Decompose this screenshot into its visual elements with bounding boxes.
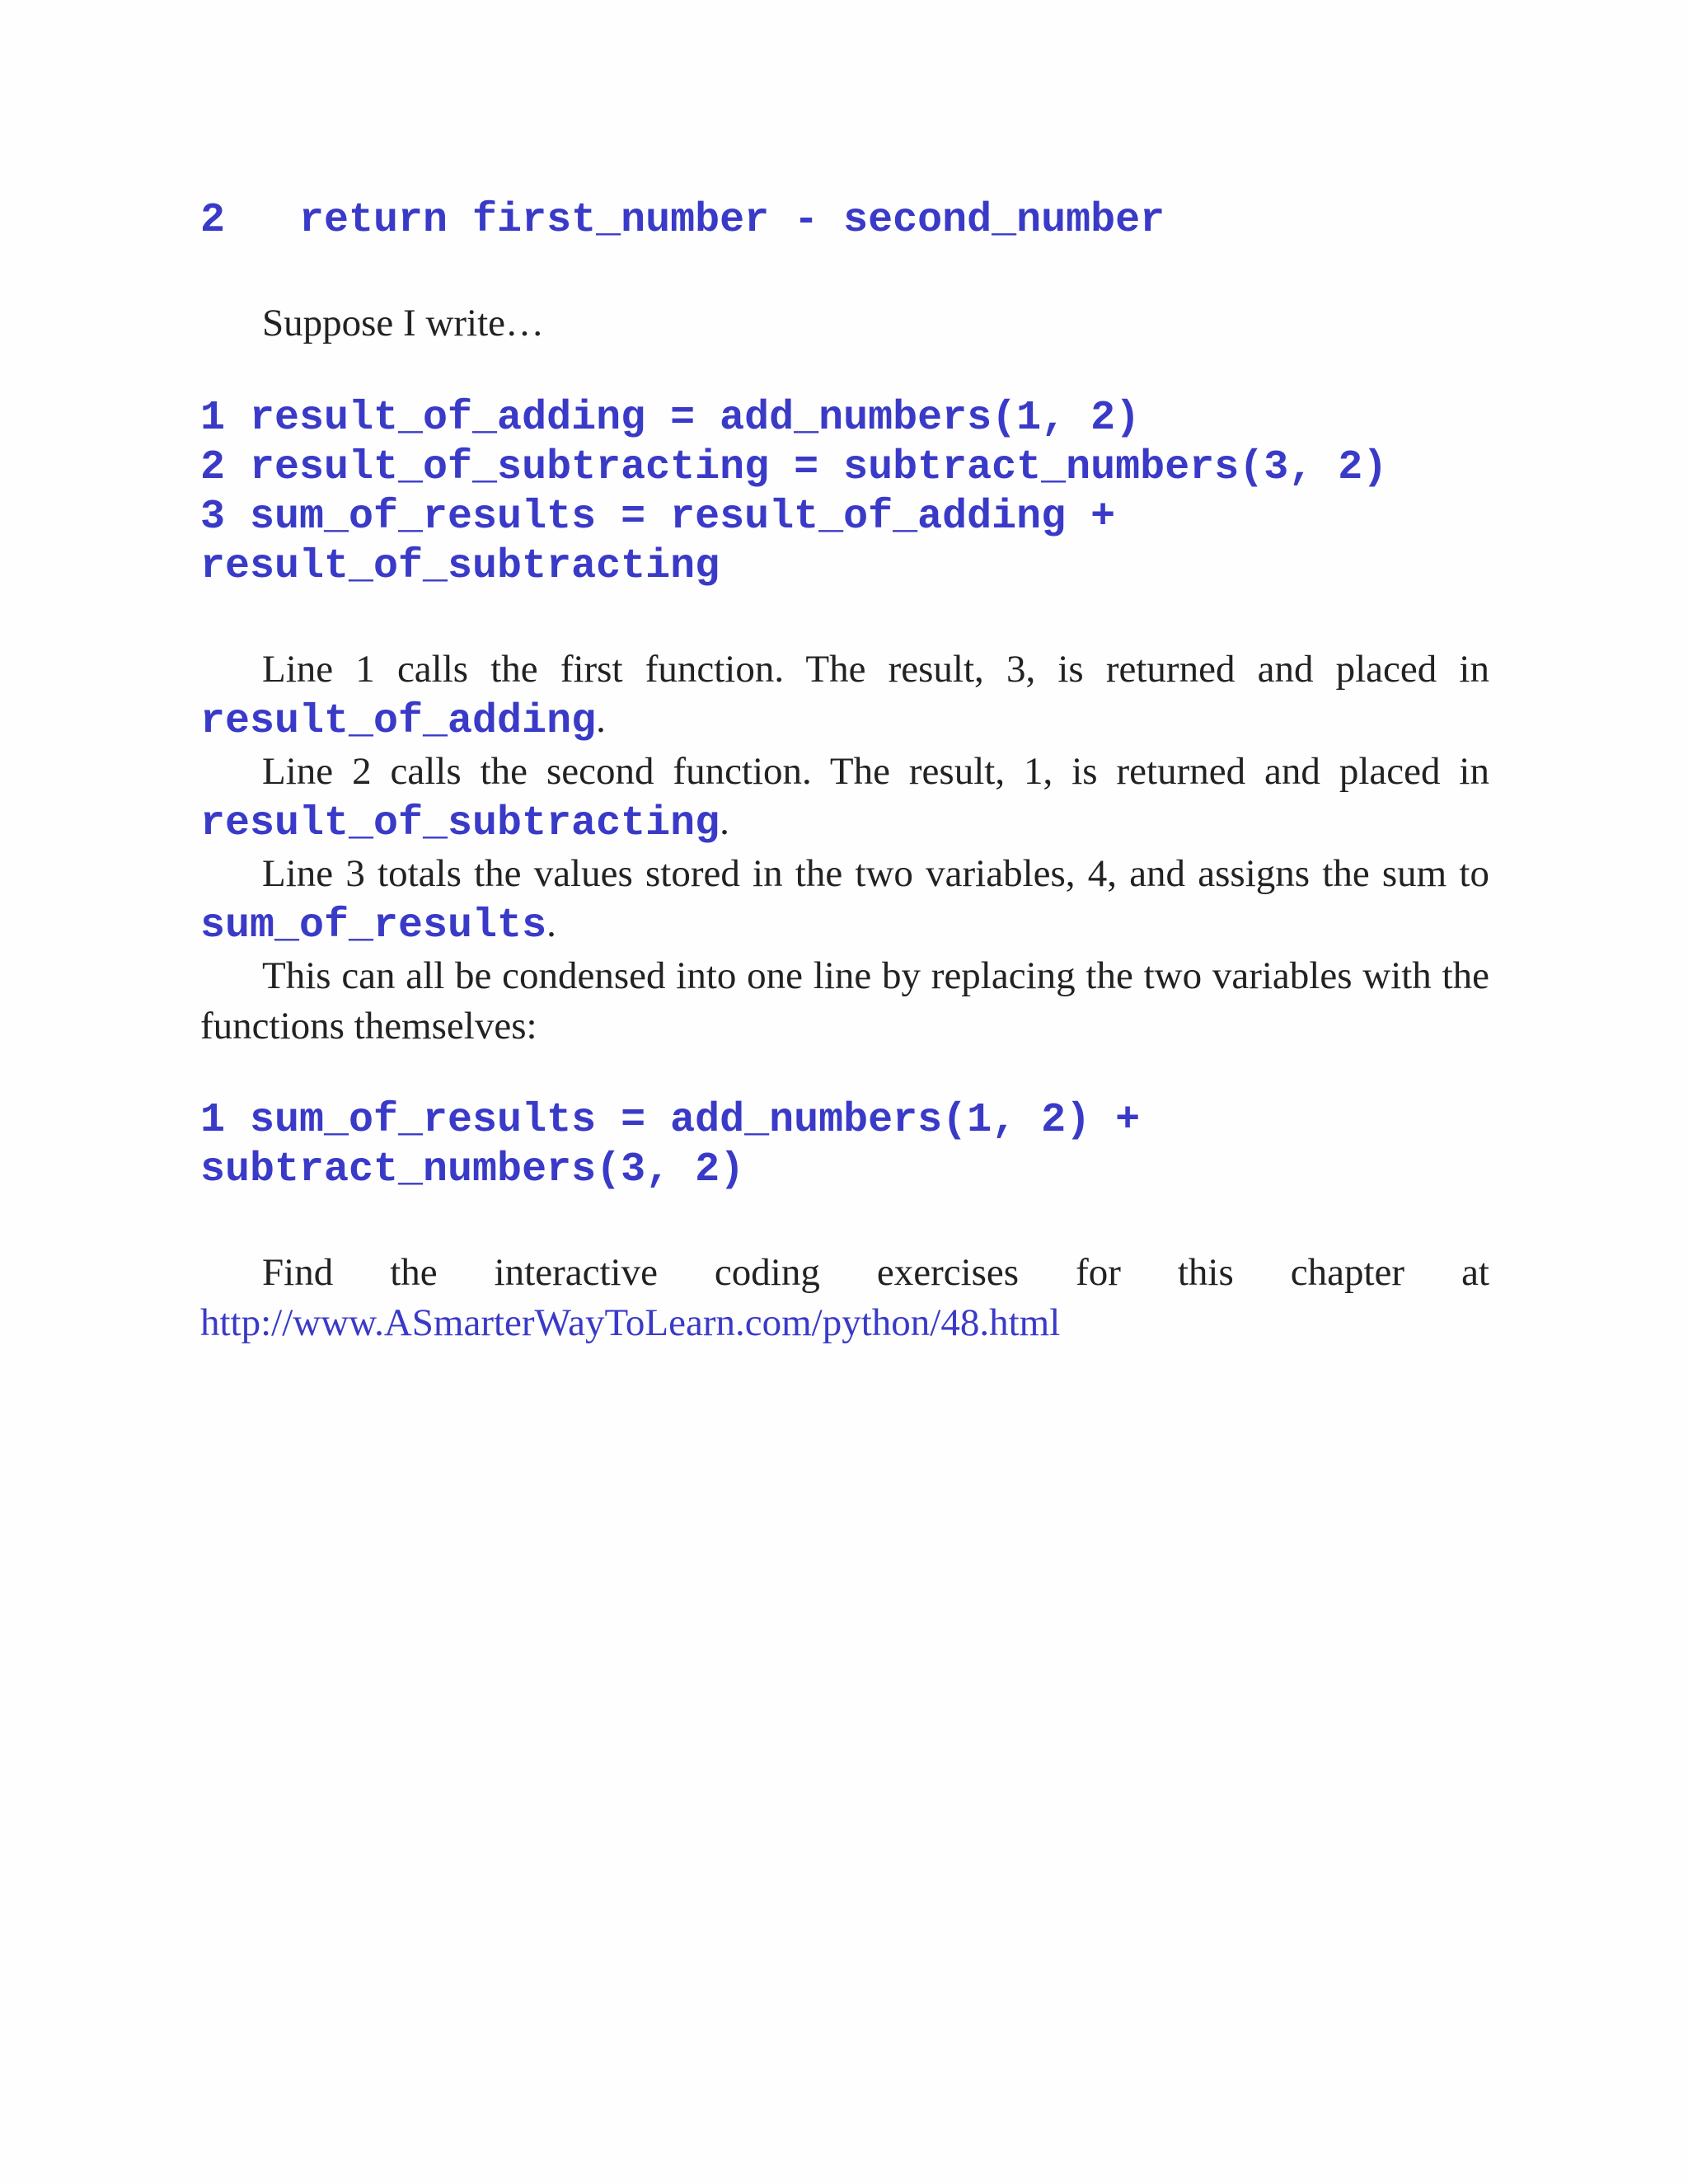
punctuation: . [596,698,606,741]
footer-link-line [200,1298,1489,1348]
inline-code: sum_of_results [200,902,547,949]
code-block-top [200,196,1165,246]
inline-code: result_of_adding [200,698,597,745]
paragraph-text: Line 1 calls the first function. The result, 3, is returned and placed in [262,648,1489,691]
explanation-paragraph-2 [200,747,1489,849]
paragraph-text: Line 2 calls the second function. The result, 1, is returned and placed in [262,750,1489,793]
exercises-link[interactable]: http://www.ASmarterWayToLearn.com/python/48.html [200,1301,1061,1344]
explanation-paragraph-4: This can all be condensed into one line by replacing the two variables with the functions themselves: [200,954,1489,1047]
code-line: 3 sum_of_results = result_of_adding + [200,494,1116,541]
paragraph-text: Line 3 totals the values stored in the two variables, 4, and assigns the sum to [262,852,1489,895]
code-line: subtract_numbers(3, 2) [200,1146,745,1193]
punctuation: . [720,800,729,843]
code-block-1 [200,394,1387,592]
code-line: 2 return first_number - second_number [200,197,1165,244]
code-line: 1 result_of_adding = add_numbers(1, 2) [200,395,1141,442]
footer [200,1248,1489,1348]
footer-text: Find the interactive coding exercises for this chapter at [262,1251,1489,1294]
explanation-paragraph-3 [200,849,1489,951]
punctuation: . [546,902,556,945]
explanation-paragraph-1 [200,644,1489,747]
intro-text: Suppose I write… [262,302,545,344]
code-line: 2 result_of_subtracting = subtract_numbers(3, 2) [200,444,1388,491]
code-block-2 [200,1096,1140,1195]
inline-code: result_of_subtracting [200,800,720,847]
code-line: 1 sum_of_results = add_numbers(1, 2) + [200,1097,1141,1144]
explanation [200,644,1489,1052]
code-line: result_of_subtracting [200,543,720,590]
